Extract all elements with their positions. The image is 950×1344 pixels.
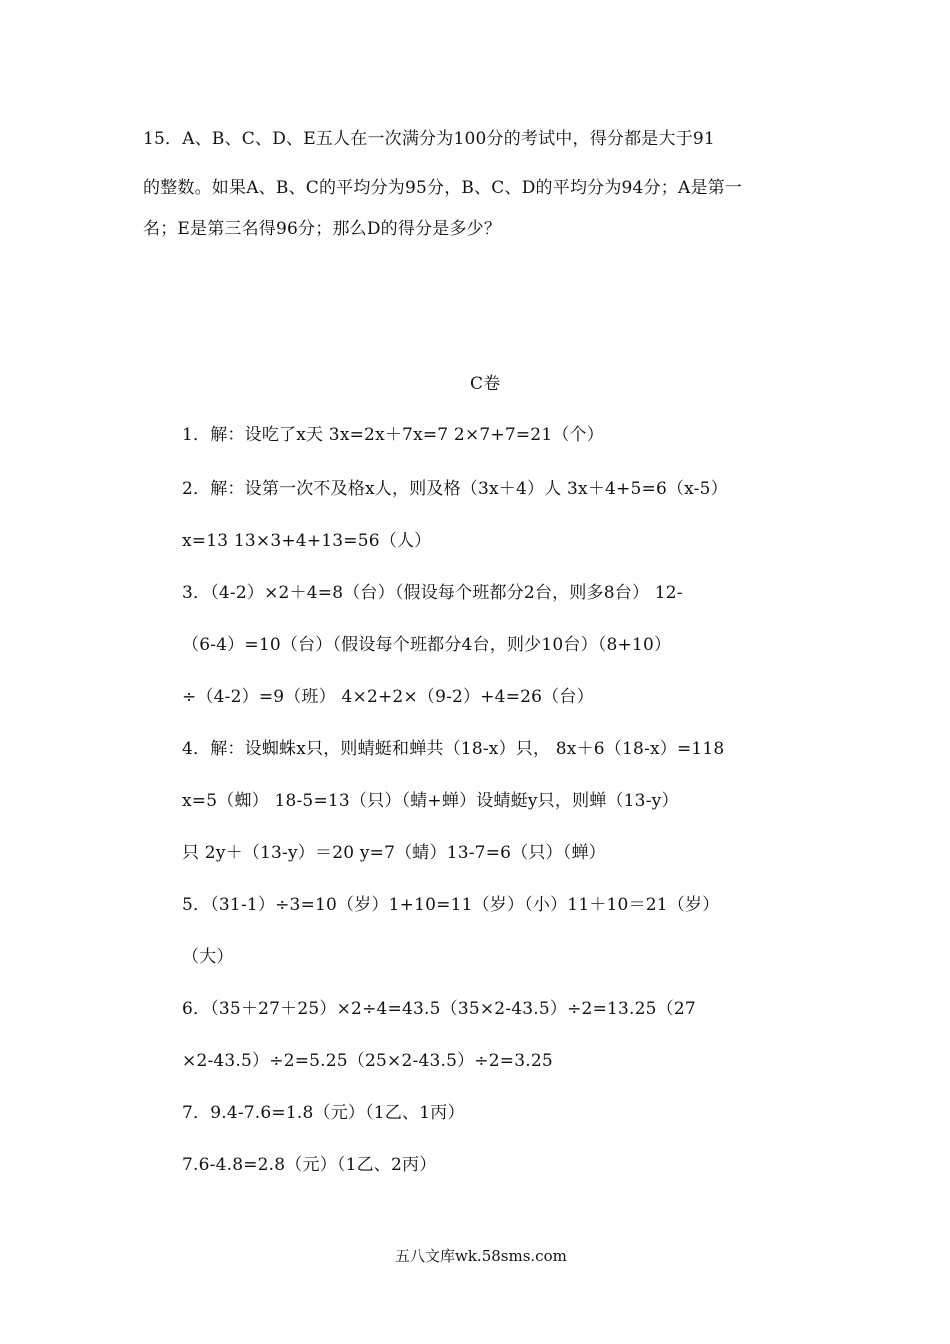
answer-line: 3．（4-2）×2＋4=8（台）（假设每个班都分2台，则多8台） 12-	[182, 583, 683, 603]
question-15-line-2: 的整数。如果A、B、C的平均分为95分，B、C、D的平均分为94分；A是第一	[143, 178, 743, 198]
answer-line: （6-4）=10（台）（假设每个班都分4台，则少10台）（8+10）	[182, 635, 672, 655]
answer-line: 5．（31-1）÷3=10（岁）1+10=11（岁）（小）11＋10＝21（岁）	[182, 895, 720, 915]
answer-line: x=13 13×3+4+13=56（人）	[182, 531, 432, 551]
answer-line: x=5（蜘） 18-5=13（只）（蜻+蝉）设蜻蜓y只，则蝉（13-y）	[182, 791, 679, 811]
section-title: C卷	[470, 374, 501, 394]
question-15-line-3: 名；E是第三名得96分；那么D的得分是多少？	[143, 219, 502, 239]
answer-line: 6．（35＋27＋25）×2÷4=43.5（35×2-43.5）÷2=13.25（27	[182, 999, 696, 1019]
answer-line: ÷（4-2）=9（班） 4×2+2×（9-2）+4=26（台）	[182, 687, 594, 707]
answer-line: 4．解：设蜘蛛x只，则蜻蜓和蝉共（18-x）只， 8x＋6（18-x）=118	[182, 739, 725, 759]
answer-line: ×2-43.5）÷2=5.25（25×2-43.5）÷2=3.25	[182, 1051, 553, 1071]
answer-line: 2．解：设第一次不及格x人，则及格（3x＋4）人 3x＋4+5=6（x-5）	[182, 479, 728, 499]
question-15-line-1: 15．A、B、C、D、E五人在一次满分为100分的考试中，得分都是大于91	[143, 129, 715, 149]
answer-line: （大）	[182, 947, 234, 967]
answer-line: 只 2y＋（13-y）＝20 y=7（蜻）13-7=6（只）（蝉）	[182, 843, 606, 863]
answer-line: 7．9.4-7.6=1.8（元）（1乙、1丙）	[182, 1103, 465, 1123]
answer-line: 1．解：设吃了x天 3x=2x＋7x=7 2×7+7=21（个）	[182, 425, 604, 445]
answer-line: 7.6-4.8=2.8（元）（1乙、2丙）	[182, 1155, 437, 1175]
footer-watermark-text: 五八文库wk.58sms.com	[395, 1247, 567, 1265]
